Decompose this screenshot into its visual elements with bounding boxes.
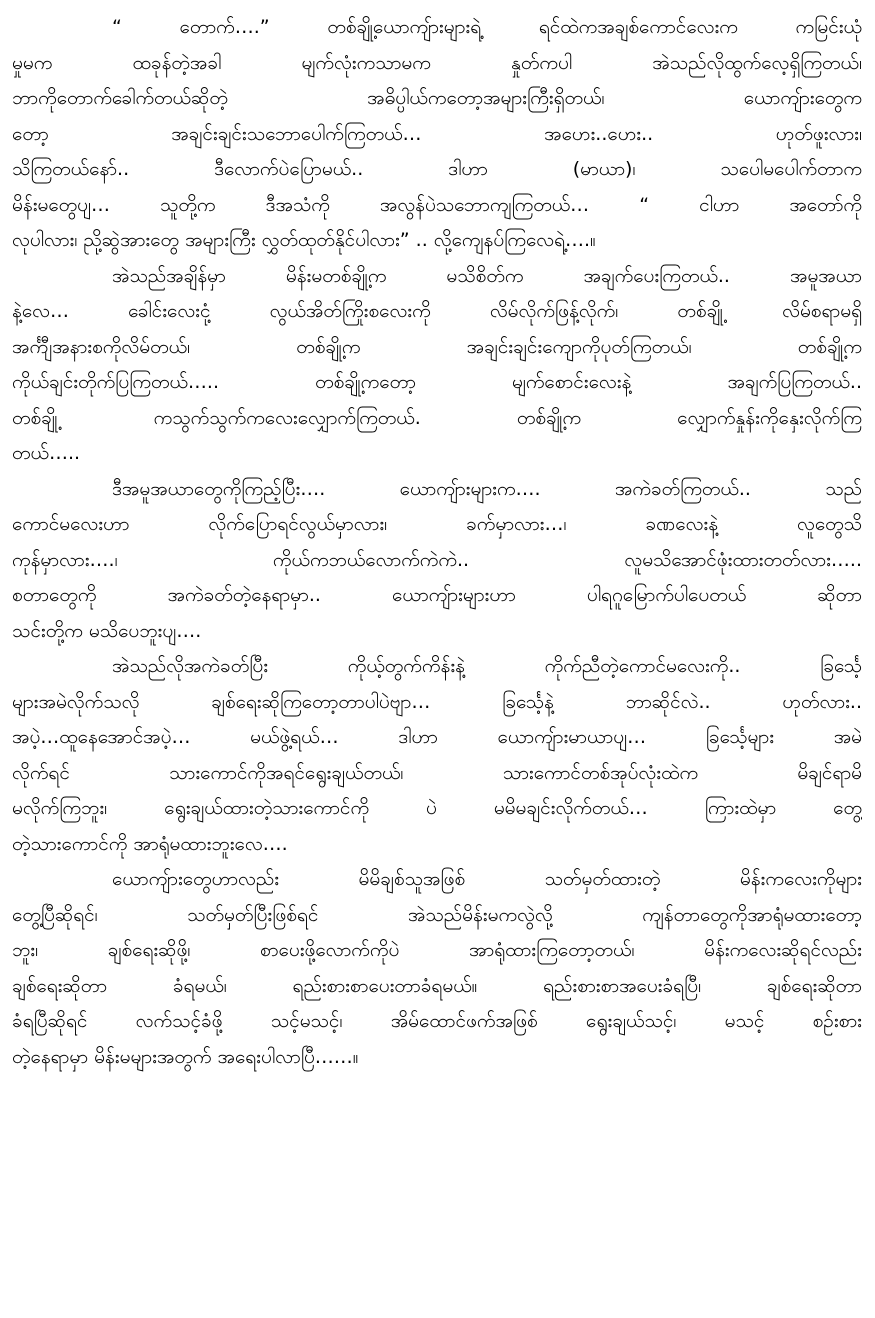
text-line: သင်းတို့က မသိပေဘူးပျ…. xyxy=(12,619,202,642)
text-line: ချစ်ရေးဆိုတာ ခံရမယ်၊ ရည်းစားစာပေးတာခံရမယ်။ ရည်းစားစာအပေးခံရပြီ၊ ချစ်ရေးဆိုတာ xyxy=(12,974,862,997)
text-line: တွေ့ပြီဆိုရင်၊ သတ်မှတ်ပြီးဖြစ်ရင် အဲသည်မိန်းမကလွဲလို့ ကျန်တာတွေကိုအာရုံမထားတော့ xyxy=(12,903,862,926)
text-line: အဲသည်လိုအကဲခတ်ပြီး ကိုယ့်တွက်ကိန်းနဲ့ ကိုက်ညီတဲ့ကောင်မလေးကို.. ခြင်္သေ့ xyxy=(112,655,862,677)
text-line: နဲ့လေ… ခေါင်းလေးငုံ့ လွယ်အိတ်ကြိုးစလေးကို လိမ်လိုက်ဖြန့်လိုက်၊ တစ်ချို့ လိမ်စရာမရှိ xyxy=(12,300,862,322)
text-line: တော့ အချင်းချင်းသဘောပေါက်ကြတယ်… အဟေး..ဟေး.. ဟုတ်ဖူးလား၊ xyxy=(12,122,862,145)
paragraph-5 xyxy=(12,862,862,1075)
text-line: အပဲ့…ထူနေအောင်အပဲ့… မယ်ဖွဲ့ရယ်… ဒါဟာ ယောကျ်ားမာယာပျ… ခြင်္သေ့များ အမဲ xyxy=(12,726,862,748)
text-line: အင်္ကျီအနားစကိုလိမ်တယ်၊ တစ်ချို့က အချင်းချင်းကျောကိုပုတ်ကြတယ်၊ တစ်ချို့က xyxy=(12,335,862,358)
text-line: သိကြတယ်နော်.. ဒီလောက်ပဲပြောမယ်.. ဒါဟာ (မာယာ)၊ သပေါမပေါက်တာက xyxy=(12,158,862,180)
text-line: တယ်….. xyxy=(12,442,81,464)
text-line: မှုမက ထခုန်တဲ့အခါ မျက်လုံးကသာမက နှုတ်ကပါ အဲသည်လိုထွက်လေ့ရှိကြတယ်၊ xyxy=(12,51,862,74)
text-line: ကိုယ်ချင်းတိုက်ပြကြတယ်….. တစ်ချို့ကတော့ မျက်စောင်းလေးနဲ့ အချက်ပြကြတယ်.. xyxy=(12,371,862,393)
text-line: ခံရပြီဆိုရင် လက်သင့်ခံဖို့ သင့်မသင့်၊ အိမ်ထောင်ဖက်အဖြစ် ရွေးချယ်သင့်၊ မသင့် စဉ်းစား xyxy=(12,1010,862,1032)
text-line: လိုက်ရင် သားကောင်ကိုအရင်ရွေးချယ်တယ်၊ သားကောင်တစ်အုပ်လုံးထဲက မိချင်ရာမိ xyxy=(12,761,862,784)
paragraph-2 xyxy=(12,259,862,472)
text-line: မိန်းမတွေပျ… သူတို့က ဒီအသံကို အလွန်ပဲသဘောကျကြတယ်… “ ငါဟာ အတော်ကို xyxy=(12,193,862,216)
text-line: တဲ့သားကောင်ကို အာရုံမထားဘူးလေ…. xyxy=(12,832,288,855)
text-line: များအမဲလိုက်သလို ချစ်ရေးဆိုကြတော့တာပါပဲဗျာ… ခြင်္သေ့နဲ့ ဘာဆိုင်လဲ.. ဟုတ်လား.. xyxy=(12,690,862,713)
text-line: လုပါလား၊ ညို့ဆွဲအားတွေ အများကြီး လွှတ်ထုတ်နိုင်ပါလား” .. လို့ကျေနပ်ကြလေရဲ့….။ xyxy=(12,229,596,251)
text-line: တစ်ချို့ ကသွက်သွက်ကလေးလျှောက်ကြတယ်. တစ်ချို့က လျှောက်နှုန်းကိုနှေးလိုက်ကြ xyxy=(12,406,862,429)
text-line: ကုန်မှာလား….၊ ကိုယ်ကဘယ်လောက်ကဲကဲ.. လူမသိအောင်ဖုံးထားတတ်လား….. xyxy=(12,548,862,571)
text-line: ဘူး၊ ချစ်ရေးဆိုဖို့၊ စာပေးဖို့လောက်ကိုပဲ အာရုံထားကြတော့တယ်၊ မိန်းကလေးဆိုရင်လည်း xyxy=(12,939,862,961)
text-line: “ တောက်….” တစ်ချို့ယောကျ်ားများရဲ့ ရင်ထဲကအချစ်ကောင်လေးက ကမြင်းယုံ xyxy=(112,16,862,38)
text-line: တဲ့နေရာမှာ မိန်းမများအတွက် အရေးပါလာပြီ……။ xyxy=(12,1045,359,1068)
text-line: ဒီအမူအယာတွေကိုကြည့်ပြီး…. ယောကျ်ားများက…. အကဲခတ်ကြတယ်.. သည် xyxy=(112,477,862,500)
text-line: စတာတွေကို အကဲခတ်တဲ့နေရာမှာ.. ယောကျ်ားများဟာ ပါရဂူမြောက်ပါပေတယ် ဆိုတာ xyxy=(12,584,862,606)
paragraph-3 xyxy=(12,472,862,650)
text-line: ဘာကိုတောက်ခေါက်တယ်ဆိုတဲ့ အဓိပ္ပါယ်ကတော့အများကြီးရှိတယ်၊ ယောကျ်ားတွေက xyxy=(12,87,862,109)
text-line: အဲသည်အချိန်မှာ မိန်းမတစ်ချို့က မသိစိတ်က အချက်ပေးကြတယ်.. အမူအယာ xyxy=(112,264,862,287)
document-page xyxy=(12,10,862,1075)
text-line: မလိုက်ကြဘူး၊ ရွေးချယ်ထားတဲ့သားကောင်ကို ပဲ မမိမချင်းလိုက်တယ်… ကြားထဲမှာ တွေ့ xyxy=(12,797,862,819)
text-line: ကောင်မလေးဟာ လိုက်ပြောရင်လွယ်မှာလား၊ ခက်မှာလား…၊ ခဏလေးနဲ့ လူတွေသိ xyxy=(12,513,862,535)
text-line: ယောကျ်ားတွေဟာလည်း မိမိချစ်သူအဖြစ် သတ်မှတ်ထားတဲ့ မိန်းကလေးကိုများ xyxy=(112,868,862,890)
paragraph-4 xyxy=(12,649,862,862)
paragraph-1 xyxy=(12,10,862,259)
